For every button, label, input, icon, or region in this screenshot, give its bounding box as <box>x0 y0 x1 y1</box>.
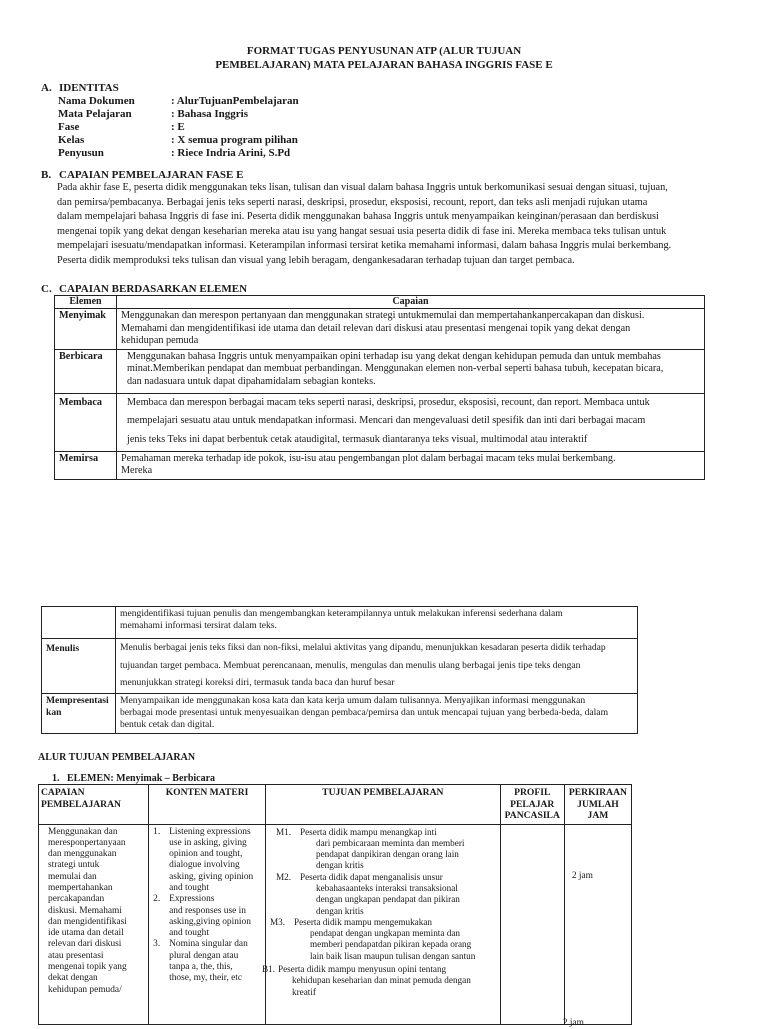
cell-line: Peserta didik mampu menyusun opini tentang <box>277 964 447 975</box>
identitas-value: : Bahasa Inggris <box>171 108 249 120</box>
elemen-cell: Mempresentasi kan <box>42 693 116 733</box>
paragraph-line: mengenai topik yang dekat dengan keseharian mereka atau isu yang hangat sesuai usia peserta didik di fase ini. Mereka membaca teks tulisan untuk <box>57 225 667 237</box>
cell-line: asking, giving opinion <box>169 871 254 882</box>
tujuan-code: B1. <box>261 964 276 975</box>
tujuan-cell <box>261 824 500 1024</box>
cell-line: kreatif <box>291 986 316 997</box>
capaian-cell <box>39 824 149 1024</box>
cell-line: mengenai topik yang <box>48 962 127 973</box>
cell-line: mempelajari sesuatu atau untuk mendapatkan informasi. Mencari dan mengevaluasi detil spesifik dan inti dari berbagai macam <box>127 415 646 426</box>
tujuan-code: M3. <box>269 916 286 927</box>
identitas-label: Nama Dokumen <box>58 95 135 107</box>
cell-line: berbagai mode presentasi untuk menyesuaikan dengan pembaca/pemirsa dan untuk mencapai tujuan yang berbeda-beda, dalam <box>120 706 609 718</box>
cell-line: tujuandan target pembaca. Membuat perencanaan, menulis, mengulas dan menulis ulang berbagai jenis tipe teks dengan <box>120 659 581 671</box>
konten-item <box>153 894 261 939</box>
table-row <box>39 824 632 1024</box>
cell-line: lain baik lisan maupun tulisan dengan santun <box>309 950 476 961</box>
cell-line: Peserta didik mampu mengemukakan <box>293 916 433 927</box>
cell-line: Menggunakan bahasa Inggris untuk menyampaikan opini terhadap isu yang dekat dengan kehidupan pemuda dan untuk membahas <box>127 350 661 362</box>
capaian-cell <box>116 639 638 694</box>
alur-heading: ALUR TUJUAN PEMBELAJARAN <box>38 752 196 763</box>
konten-item-number: 3. <box>153 939 161 950</box>
cell-line: mengidentifikasi tujuan penulis dan mengembangkan keterampilannya untuk melakukan inferensi sederhana dalam <box>120 608 563 619</box>
tujuan-code: M2. <box>275 871 292 882</box>
cell-line: memulai dan <box>48 871 97 882</box>
cell-line: and tought <box>169 882 209 893</box>
col-header-tujuan: TUJUAN PEMBELAJARAN <box>265 785 500 825</box>
section-a-letter: A. <box>41 82 52 94</box>
tujuan-item <box>262 964 496 998</box>
cell-line: memberi pendapatdan pikiran kepada orang <box>309 939 472 950</box>
elemen-cell: Menulis <box>42 639 116 694</box>
cell-line: diskusi. Memahami <box>48 905 122 916</box>
paragraph-line: mempelajari isesuatu/mendapatkan informasi. Keterampilan informasi tersirat ketika memahami informasi, dalam bahasa Inggris mulai berkembang. <box>57 240 672 252</box>
col-header-capaian: CAPAIAN PEMBELAJARAN <box>39 785 149 825</box>
konten-cell <box>149 824 266 1024</box>
alur-element-heading: 1. ELEMEN: Menyimak – Berbicara <box>52 773 216 784</box>
cell-line: percakapandan <box>48 894 105 905</box>
cell-line: dengan ungkapan pendapat dan pikiran <box>315 894 460 905</box>
table-row <box>55 393 705 451</box>
section-b-letter: B. <box>41 169 52 181</box>
identitas-label: Fase <box>58 121 80 133</box>
cell-line: Peserta didik mampu menangkap inti <box>299 826 437 837</box>
cell-line: Menulis berbagai jenis teks fiksi dan non-fiksi, melalui aktivitas yang dipandu, menunjukkan kesadaran peserta didik terhadap <box>120 642 606 653</box>
elemen-cell: Menyimak <box>55 309 117 350</box>
document-title-line-2: PEMBELAJARAN) MATA PELAJARAN BAHASA INGGRIS FASE E <box>215 59 553 71</box>
cell-line: kehidupan pemuda/ <box>48 984 122 995</box>
cell-line: relevan dari diskusi <box>48 939 122 950</box>
cell-line: ide utama dan detail <box>48 928 124 939</box>
table-row <box>42 639 638 694</box>
capaian-elemen-continued-table <box>41 606 638 734</box>
profil-cell <box>500 824 564 1024</box>
cell-line: Nomina singular dan <box>169 939 248 950</box>
cell-line: menunjukkan strategi koreksi diri, termasuk tanda baca dan huruf besar <box>120 677 395 688</box>
cell-line: mempertahankan <box>48 882 113 893</box>
cell-line: meresponpertanyaan <box>48 837 126 848</box>
section-a-title: IDENTITAS <box>59 82 119 94</box>
cell-line: those, my, their, etc <box>169 973 243 984</box>
capaian-cell <box>117 451 705 479</box>
col-header-profil: PROFIL PELAJAR PANCASILA <box>500 785 564 825</box>
cell-line: Memahami dan mengidentifikasi ide utama dan detail relevan dari diskusi atau presentasi mengenai topik yang dekat dengan <box>121 322 631 334</box>
cell-line: dekat dengan <box>48 973 98 984</box>
capaian-cell <box>117 393 705 451</box>
elemen-cell <box>42 607 116 639</box>
col-header-jumlah: PERKIRAAN JUMLAH JAM <box>564 785 631 825</box>
tujuan-item <box>276 827 496 872</box>
jumlah-jam-2: 2 jam <box>562 1017 584 1028</box>
section-b-title: CAPAIAN PEMBELAJARAN FASE E <box>59 169 244 181</box>
elemen-cell: Berbicara <box>55 349 117 393</box>
cell-line: Peserta didik dapat menganalisis unsur <box>299 871 443 882</box>
konten-item <box>153 939 261 984</box>
cell-line: dengan kritis <box>315 860 364 871</box>
tujuan-item <box>276 872 496 917</box>
paragraph-line: Pada akhir fase E, peserta didik menggunakan teks lisan, tulisan dan visual dalam bahasa Inggris untuk berkomunikasi sesuai dengan situasi, tujuan, <box>57 182 668 193</box>
cell-line: dan menggunakan <box>48 849 117 860</box>
cell-line: Pemahaman mereka terhadap ide pokok, isu-isu atau pengembangan plot dalam berbagai macam teks mulai berkembang. <box>121 452 616 464</box>
paragraph-line: Peserta didik memproduksi teks tulisan dan visual yang lebih beragam, dengankesadaran terhadap tujuan dan target pembaca. <box>57 254 575 266</box>
table-header-row <box>55 296 705 309</box>
tujuan-item <box>270 917 496 962</box>
identitas-value: : X semua program pilihan <box>171 134 298 146</box>
cell-line: Menggunakan dan <box>48 826 118 837</box>
cell-line: asking,giving opinion <box>169 916 251 927</box>
cell-line: atau presentasi <box>48 950 104 961</box>
cell-line: Menggunakan dan merespon pertanyaan dan menggunakan strategi untukmemulai dan mempertahankanpercakapan dan diskusi. <box>121 310 645 321</box>
identitas-value: : Riece Indria Arini, S.Pd <box>171 147 291 159</box>
table-header-row <box>39 785 632 825</box>
alur-tujuan-table <box>38 784 632 1028</box>
cell-line: opinion and tought, <box>169 849 243 860</box>
cell-line: dari pembicaraan meminta dan memberi <box>315 837 465 848</box>
cell-line: minat.Memberikan pendapat dan membuat perbandingan. Menggunakan elemen non-verbal seperti bahasa tubuh, kecepatan bicara, <box>127 363 664 374</box>
section-b-heading <box>41 169 243 181</box>
cell-line: dan mengidentifikasi <box>48 916 127 927</box>
cell-line: and responses use in <box>169 905 246 916</box>
capaian-cell <box>116 607 638 639</box>
table-row <box>42 693 638 733</box>
section-a-heading <box>41 82 119 94</box>
col-header-elemen: Elemen <box>55 296 117 309</box>
cell-line: Membaca dan merespon berbagai macam teks seperti narasi, deskripsi, prosedur, eksposisi, recount, dan report. Membaca untuk <box>127 396 650 408</box>
jumlah-cell <box>562 824 631 1028</box>
document-title-line-1: FORMAT TUGAS PENYUSUNAN ATP (ALUR TUJUAN <box>246 45 522 57</box>
identitas-value: : E <box>171 121 185 133</box>
cell-line: Expressions <box>169 894 215 905</box>
table-row <box>55 309 705 350</box>
identitas-label: Mata Pelajaran <box>58 108 132 120</box>
jumlah-jam-1: 2 jam <box>571 870 593 881</box>
capaian-cell <box>117 349 705 393</box>
identitas-label: Penyusun <box>58 147 104 159</box>
cell-line: tanpa a, the, this, <box>169 962 233 973</box>
cell-line: pendapat dengan ungkapan meminta dan <box>309 928 460 939</box>
capaian-cell <box>117 309 705 350</box>
cell-line: Menyampaikan ide menggunakan kosa kata dan kata kerja umum dalam tulisannya. Menyajikan informasi menggunakan <box>120 694 586 706</box>
cell-line: kebahasaanteks interaksi transaksional <box>315 882 458 893</box>
konten-item <box>153 827 261 895</box>
table-row <box>42 607 638 639</box>
col-header-konten: KONTEN MATERI <box>149 785 266 825</box>
cell-line: kehidupan keseharian dan minat pemuda dengan <box>291 975 471 986</box>
cell-line: plural dengan atau <box>169 950 239 961</box>
elemen-cell: Membaca <box>55 393 117 451</box>
cell-line: Listening expressions <box>169 826 251 837</box>
capaian-cell <box>116 693 638 733</box>
elemen-cell: Memirsa <box>55 451 117 479</box>
paragraph-line: dalam mempelajari bahasa Inggris di fase ini. Peserta didik menggunakan bahasa Inggris untuk menyampaikan keinginan/perasaan dan berdiskusi <box>57 211 659 223</box>
cell-line: kehidupan pemuda <box>121 335 199 346</box>
table-row <box>55 349 705 393</box>
cell-line: strategi untuk <box>48 860 100 871</box>
tujuan-code: M1. <box>275 826 292 837</box>
konten-item-number: 2. <box>153 894 161 905</box>
paragraph-line: dan pemirsa/pembacanya. Berbagai jenis teks seperti narasi, deskripsi, prosedur, eksposisi, recount, report, dan teks asli menjadi rujukan utama <box>57 196 648 208</box>
konten-item-number: 1. <box>153 826 161 837</box>
identitas-value: : AlurTujuanPembelajaran <box>171 95 299 107</box>
cell-line: memahami informasi tersirat dalam teks. <box>120 620 277 632</box>
section-c-letter: C. <box>41 283 52 295</box>
cell-line: Mereka <box>121 465 153 476</box>
cell-line: pendapat danpikiran dengan orang lain <box>315 849 459 860</box>
capaian-elemen-table <box>54 295 705 480</box>
col-header-capaian: Capaian <box>117 296 705 309</box>
cell-line: jenis teks Teks ini dapat berbentuk cetak ataudigital, termasuk diantaranya teks visual, multimodal atau interaktif <box>127 433 588 445</box>
identitas-label: Kelas <box>58 134 85 146</box>
cell-line: use in asking, giving <box>169 837 247 848</box>
cell-line: bentuk cetak dan digital. <box>120 719 215 731</box>
cell-line: dengan kritis <box>315 905 364 916</box>
section-c-title: CAPAIAN BERDASARKAN ELEMEN <box>59 283 248 295</box>
cell-line: dan nadasuara untuk dapat dipahamidalam sebagian konteks. <box>127 375 376 387</box>
table-row <box>55 451 705 479</box>
capaian-fase-paragraph <box>57 181 712 269</box>
cell-line: dialogue involving <box>169 860 240 871</box>
cell-line: and tought <box>169 928 209 939</box>
section-c-heading <box>41 283 247 295</box>
